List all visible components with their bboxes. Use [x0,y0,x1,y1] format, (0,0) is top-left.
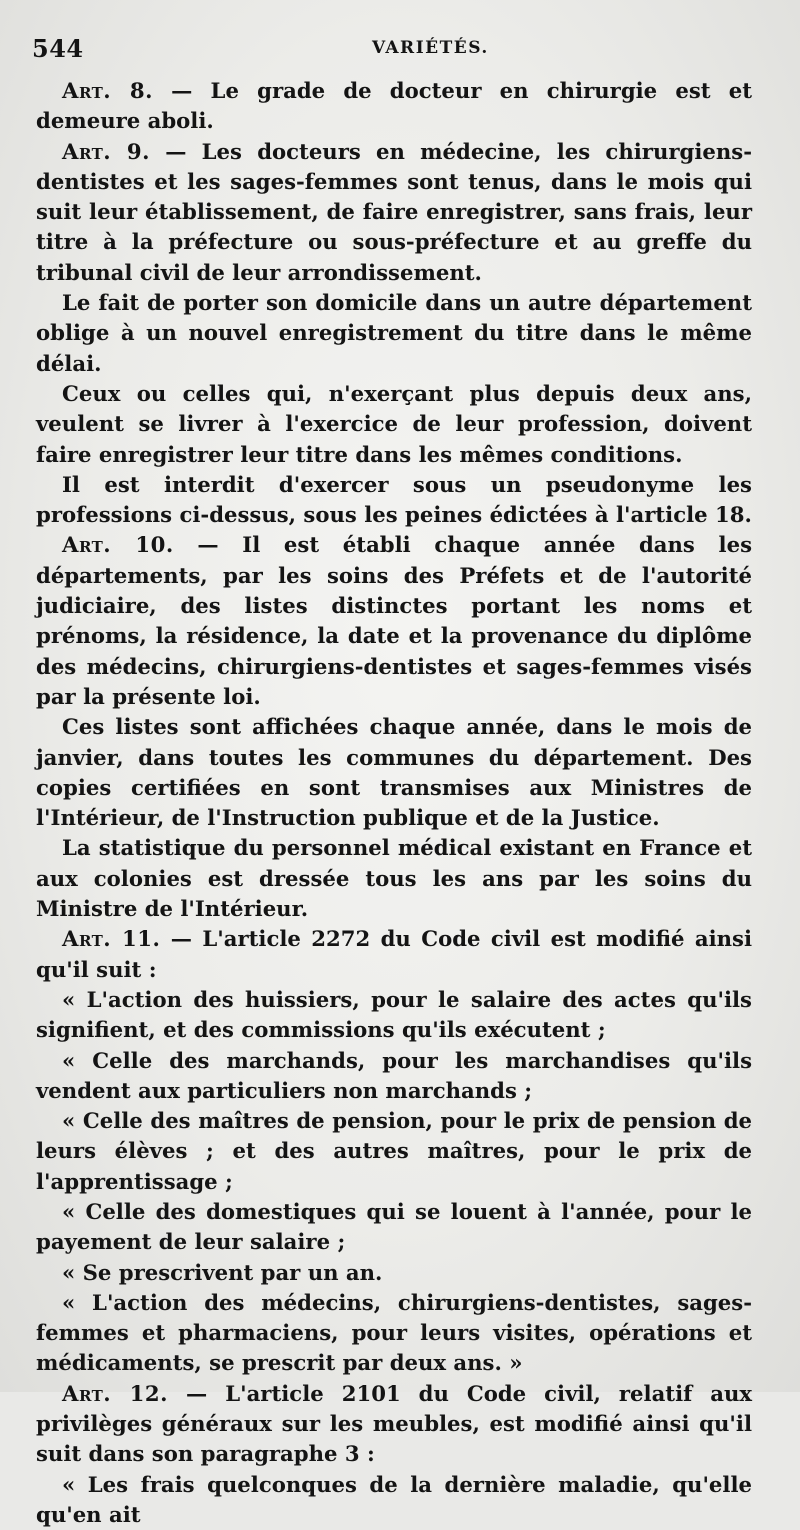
paragraph-text: « Les frais quelconques de la dernière maladie, qu'elle qu'en ait [36,1471,752,1527]
paragraph-text: « L'action des huissiers, pour le salaire des actes qu'ils signifient, et des commissions qu'ils exécutent ; [36,986,752,1043]
quote-paragraph [36,1046,752,1107]
article-number: Art. 8. [62,78,153,103]
article-number: Art. 11. [62,926,161,952]
paragraph-text: — Il est établi chaque année dans les départements, par les soins des Préfets et de l'autorité judiciaire, des listes distinctes portant les noms et prénoms, la résidence, la date et la provenance du diplôme des médecins, chirurgiens-dentistes et sages-femmes visés par la présente loi. [36,532,753,709]
paragraph-art-8 [36,76,752,137]
body-text [36,76,752,1530]
quote-paragraph [36,1288,752,1379]
quote-paragraph [36,985,752,1046]
paragraph-text: Ceux ou celles qui, n'exerçant plus depuis deux ans, veulent se livrer à l'exercice de leur profession, doivent faire enregistrer leur titre dans les mêmes conditions. [36,380,752,467]
paragraph-text: Le fait de porter son domicile dans un autre département oblige à un nouvel enregistrement du titre dans le même délai. [36,290,752,376]
paragraph-text: Il est interdit d'exercer sous un pseudonyme les professions ci-dessus, sous les peines édictées à l'article 18. [36,471,752,528]
paragraph [36,712,752,833]
paragraph-text: — Les docteurs en médecine, les chirurgiens-dentistes et les sages-femmes sont tenus, dans le mois qui suit leur établissement, de faire enregistrer, sans frais, leur titre à la préfecture ou sous-préfecture et au greffe du tribunal civil de leur arrondissement. [36,138,752,285]
article-number: Art. 10. [62,532,174,558]
paragraph [36,470,752,531]
paragraph-text: « Celle des marchands, pour les marchandises qu'ils vendent aux particuliers non marchands ; [36,1047,752,1103]
running-head: VARIÉTÉS. [372,38,489,58]
paragraph-text: « L'action des médecins, chirurgiens-dentistes, sages-femmes et pharmaciens, pour leurs visites, opérations et médicaments, se prescrit par deux ans. » [36,1289,752,1376]
article-number: Art. 12. [62,1380,169,1406]
paragraph-text: — L'article 2272 du Code civil est modifié ainsi qu'il suit : [36,926,752,982]
paragraph [36,833,752,924]
paragraph-text: « Celle des maîtres de pension, pour le prix de pension de leurs élèves ; et des autres maîtres, pour le prix de l'apprentissage ; [36,1108,752,1194]
paragraph [36,288,752,379]
paragraph-art-9 [36,137,752,288]
paragraph-text: « Se prescrivent par un an. [62,1259,383,1285]
page-number: 544 [32,34,84,63]
paragraph-text: La statistique du personnel médical existant en France et aux colonies est dressée tous les ans par les soins du Ministre de l'Intérieur. [36,835,752,922]
quote-paragraph [36,1106,752,1197]
article-number: Art. 9. [62,138,151,164]
paragraph-text: « Celle des domestiques qui se louent à l'année, pour le payement de leur salaire ; [36,1198,752,1255]
quote-paragraph [36,1470,752,1530]
quote-paragraph [36,1258,752,1288]
quote-paragraph [36,1197,752,1258]
paragraph-art-12 [36,1379,752,1470]
paragraph-text: — L'article 2101 du Code civil, relatif aux privilèges généraux sur les meubles, est modifié ainsi qu'il suit dans son paragraphe 3 : [36,1380,752,1467]
page-header [32,34,760,70]
paragraph-text: Ces listes sont affichées chaque année, dans le mois de janvier, dans toutes les communes du département. Des copies certifiées en sont transmises aux Ministres de l'Intérieur, de l'Instruction publique et de la Justice. [36,714,752,831]
paragraph-art-11 [36,924,752,985]
paragraph-text: — Le grade de docteur en chirurgie est et demeure aboli. [36,78,753,134]
paragraph [36,379,752,470]
paragraph-art-10 [36,530,752,712]
